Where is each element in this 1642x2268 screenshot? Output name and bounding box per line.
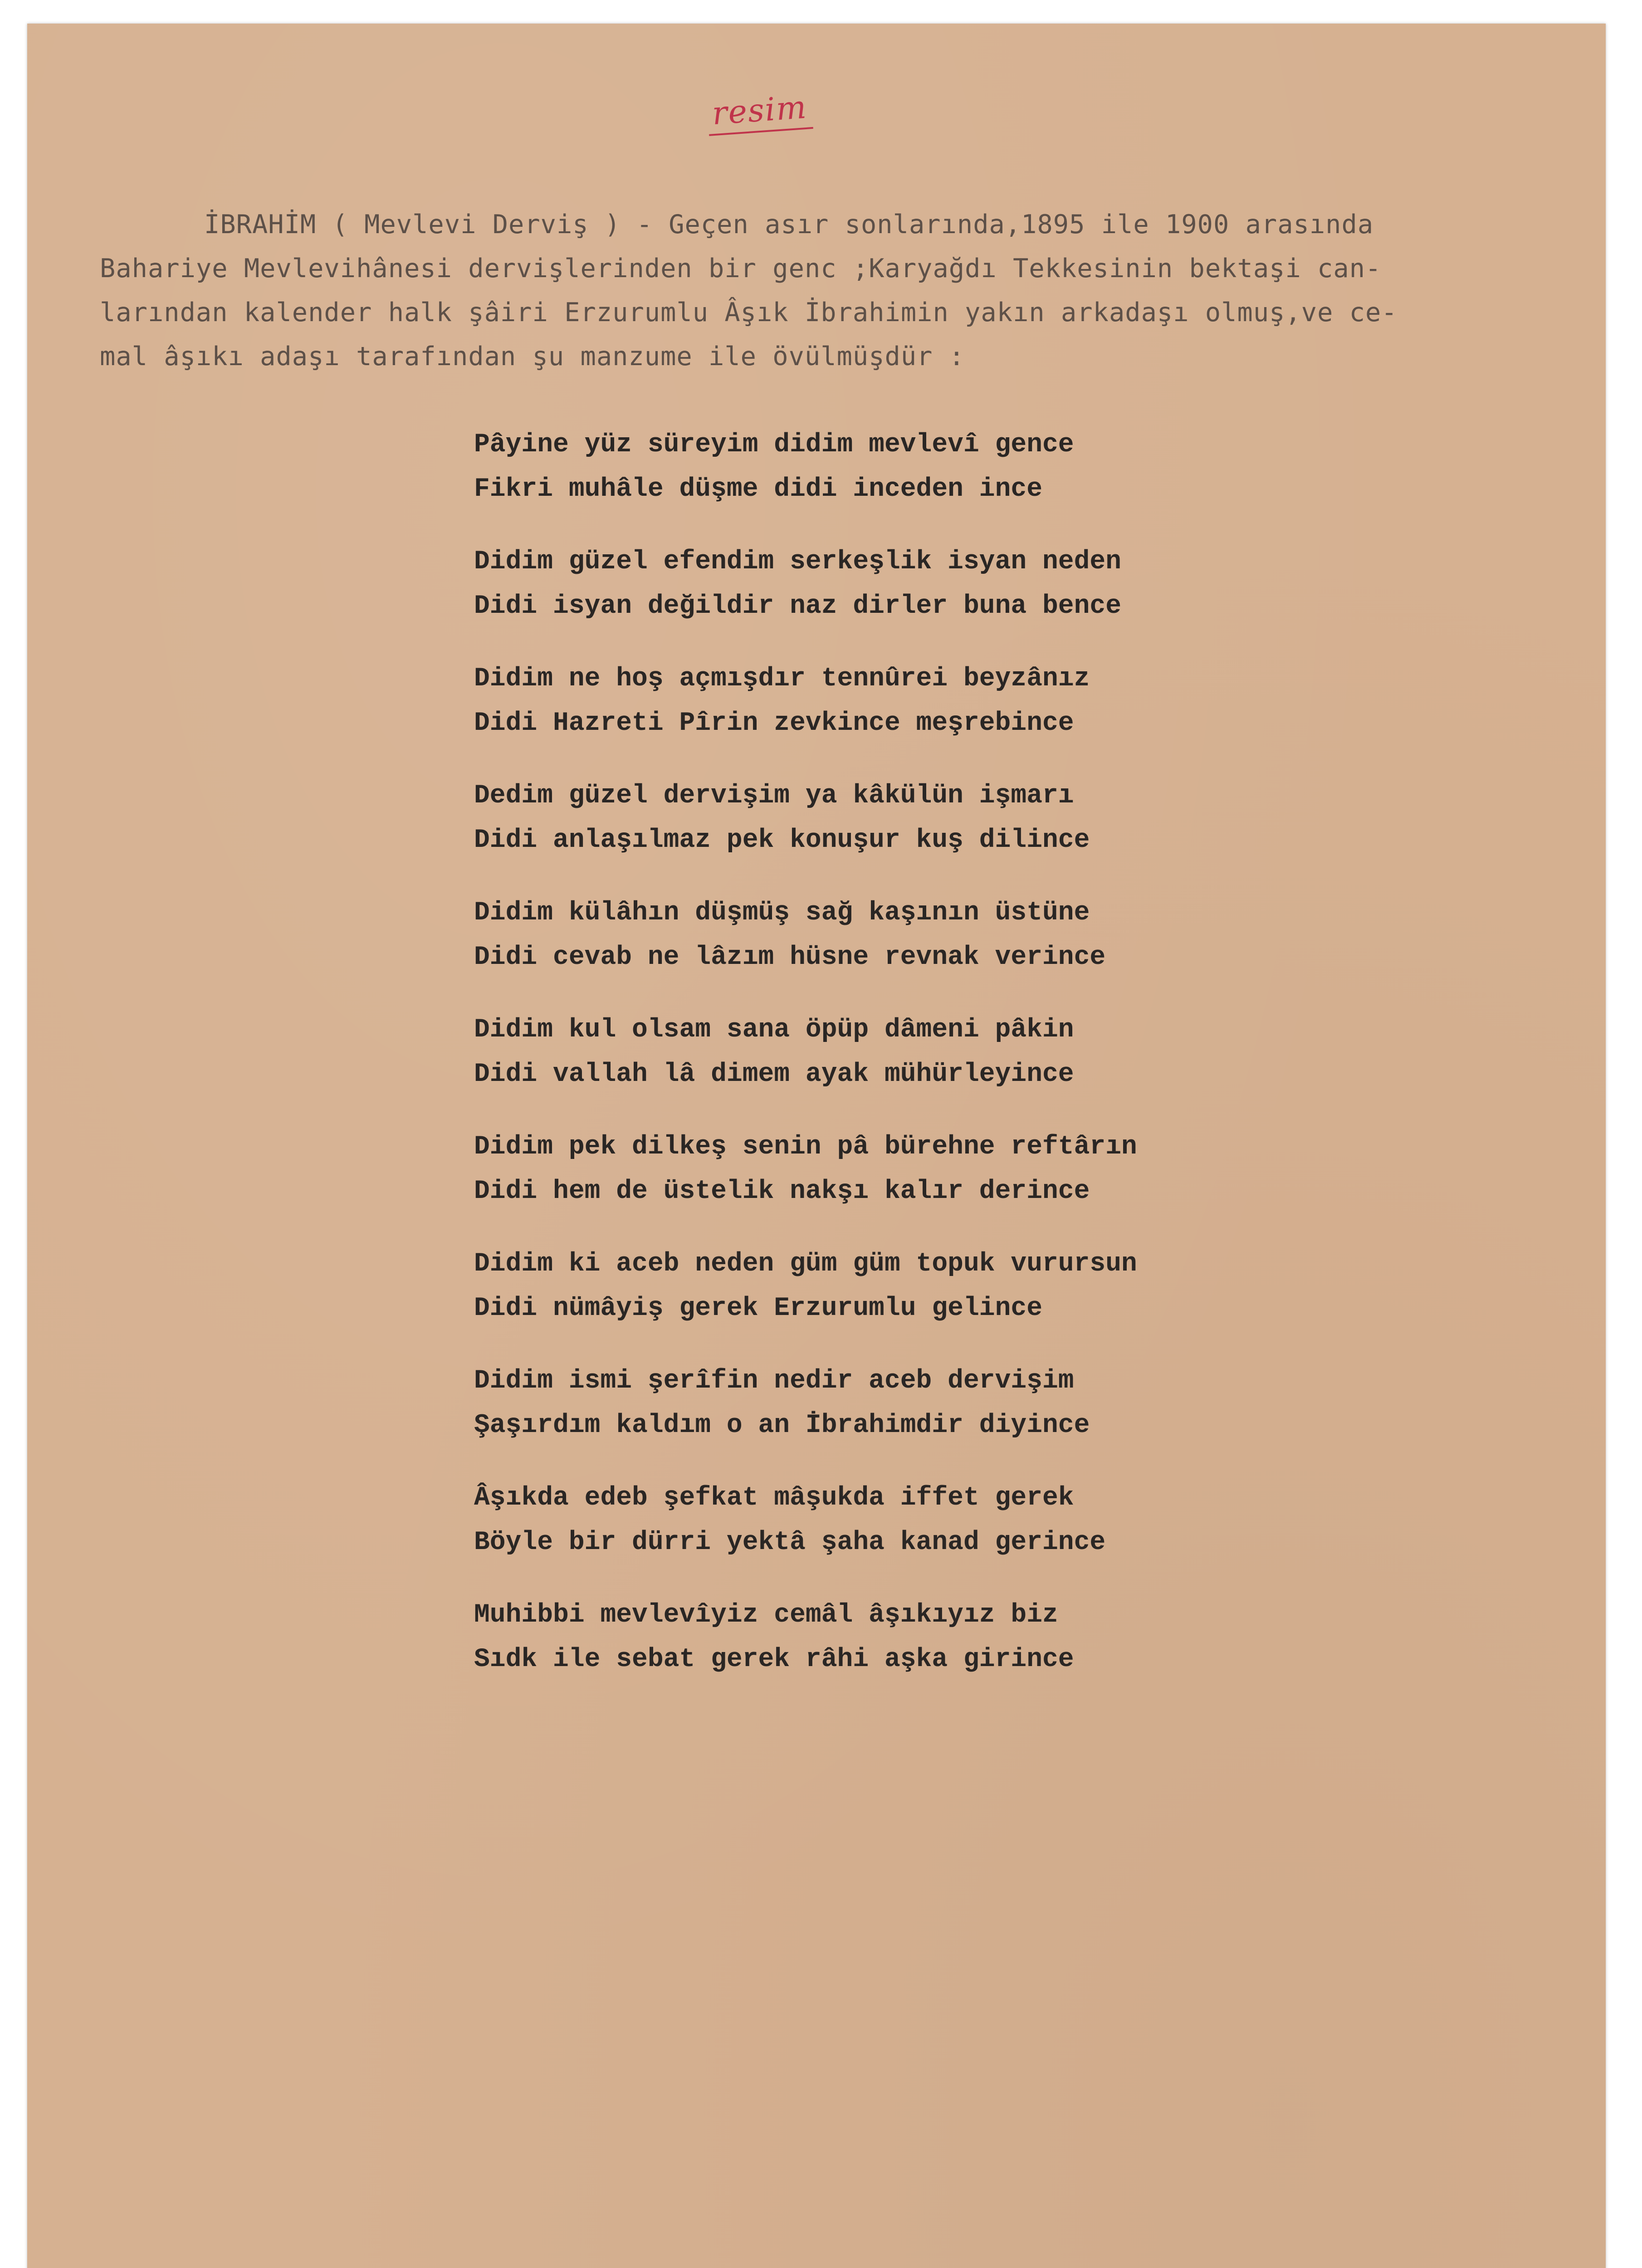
poem-verse: Didim külâhın düşmüş sağ kaşının üstüne [474,898,1090,928]
poem-verse: Pâyine yüz süreyim didim mevlevî gence [474,430,1074,459]
poem-verse: Didim kul olsam sana öpüp dâmeni pâkin [474,1015,1074,1045]
poem-stanza [469,891,1250,980]
poem-stanza [469,774,1250,863]
handwritten-annotation: resim [706,88,813,136]
poem-verse: Didim ne hoş açmışdır tennûrei beyzânız [474,664,1090,694]
poem-verse: Didi nümâyiş gerek Erzurumlu gelince [474,1294,1043,1323]
paper-sheet [27,24,1606,2268]
poem-verse: Didim ismi şerîfin nedir aceb dervişim [474,1366,1074,1396]
intro-line: Bahariye Mevlevihânesi dervişlerinden bir genc ;Karyağdı Tekkesinin bektaşi can- [100,254,1382,284]
poem-verse: Didi anlaşılmaz pek konuşur kuş dilince [474,826,1090,855]
poem-verse: Böyle bir dürri yektâ şaha kanad gerince [474,1528,1106,1557]
poem-stanza [469,423,1250,512]
poem-verse: Fikri muhâle düşme didi inceden ince [474,474,1043,504]
poem-verse: Didi Hazreti Pîrin zevkince meşrebince [474,709,1074,738]
poem-stanza [469,1125,1250,1214]
intro-line: larından kalender halk şâiri Erzurumlu Âşık İbrahimin yakın arkadaşı olmuş,ve ce- [100,298,1398,327]
poem-verse: Sıdk ile sebat gerek râhi aşka girince [474,1645,1074,1674]
poem-stanza [469,1008,1250,1097]
poem-verse: Didim güzel efendim serkeşlik isyan neden [474,547,1122,577]
poem-verse: Didim pek dilkeş senin pâ bürehne reftârın [474,1132,1137,1162]
poem-stanza [469,1242,1250,1331]
poem-verse: Muhibbi mevlevîyiz cemâl âşıkıyız biz [474,1600,1058,1630]
intro-paragraph [100,203,1601,379]
poem-verse: Didim ki aceb neden güm güm topuk vurursun [474,1249,1137,1279]
poem-stanza [469,1593,1250,1682]
intro-line: İBRAHİM ( Mevlevi Derviş ) - Geçen asır sonlarında,1895 ile 1900 arasında [204,210,1374,240]
intro-line: mal âşıkı adaşı tarafından şu manzume ile övülmüşdür : [100,342,965,371]
poem-stanza [469,1476,1250,1565]
poem-verse: Didi vallah lâ dimem ayak mühürleyince [474,1060,1074,1089]
poem-verse: Şaşırdım kaldım o an İbrahimdir diyince [474,1411,1090,1440]
poem-verse: Didi cevab ne lâzım hüsne revnak verince [474,943,1106,972]
poem-stanza [469,540,1250,629]
poem-verse: Didi hem de üstelik nakşı kalır derince [474,1177,1090,1206]
poem [469,423,1250,1710]
poem-stanza [469,657,1250,746]
poem-stanza [469,1359,1250,1448]
poem-verse: Âşıkda edeb şefkat mâşukda iffet gerek [474,1483,1074,1513]
poem-verse: Didi isyan değildir naz dirler buna bence [474,591,1122,621]
poem-verse: Dedim güzel dervişim ya kâkülün işmarı [474,781,1074,811]
